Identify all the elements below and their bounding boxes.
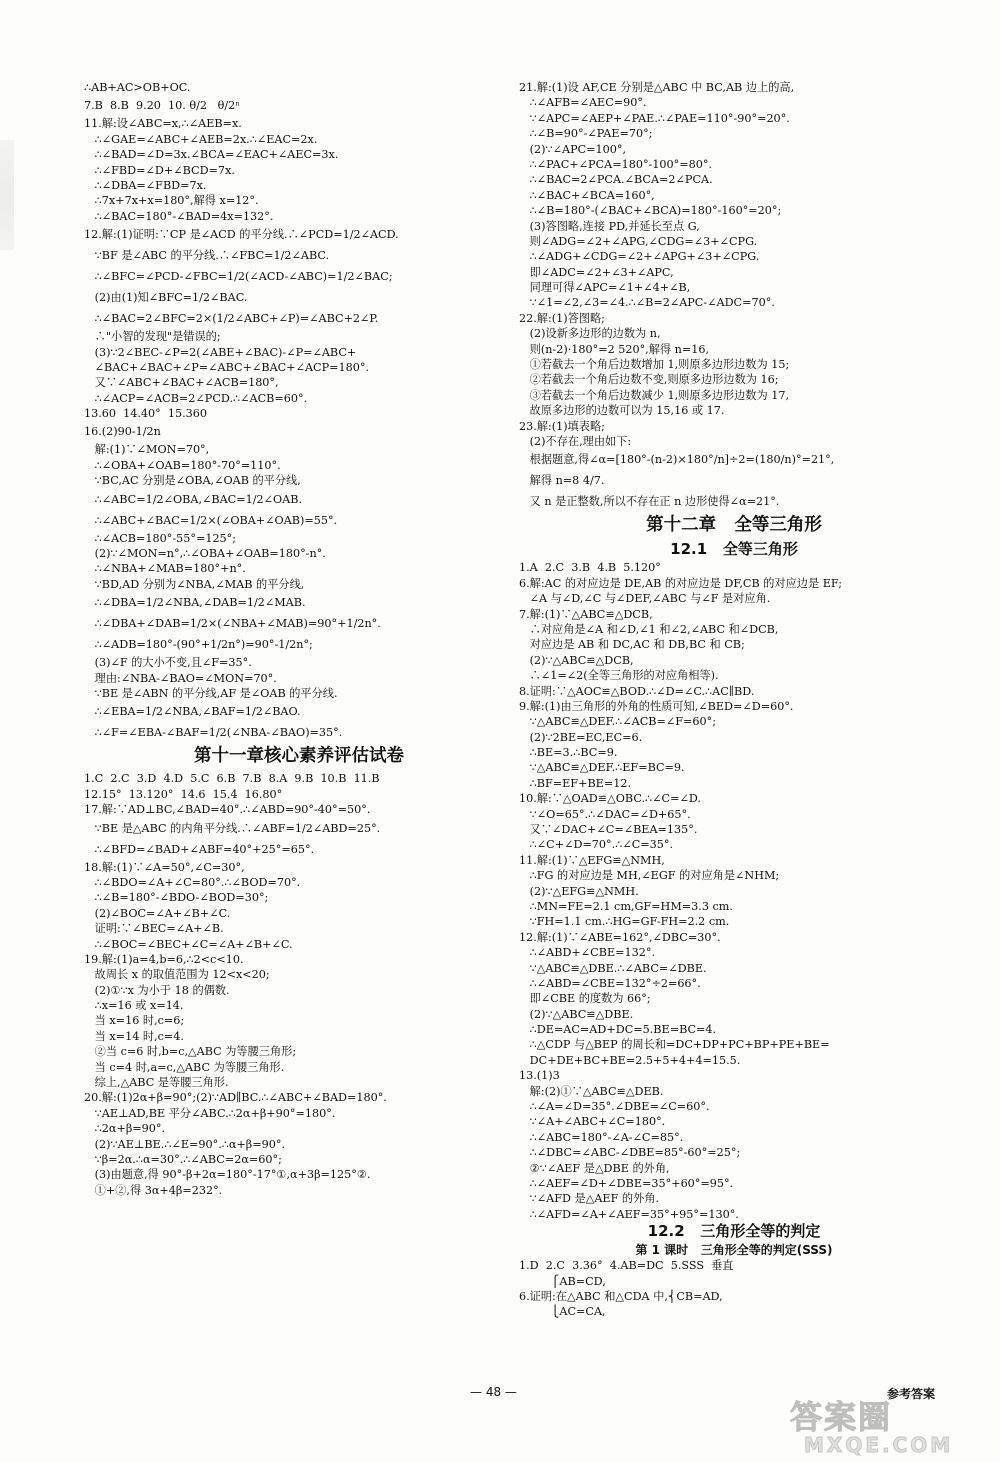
answer-line: ②若截去一个角后边数不变,则原多边形边数为 16; (519, 373, 779, 387)
answer-line: (2)由(1)知∠BFC=1/2∠BAC. (84, 291, 248, 305)
answer-line: ∠BAC+∠BAC+∠P=∠ABC+∠BAC+∠ACP=180°. (84, 360, 370, 374)
answer-line: 12.15° 13.120° 14.6 15.4 16.80° (84, 787, 283, 801)
answer-line: ∴FG 的对应边是 MH,∠EGF 的对应角是∠NHM; (519, 869, 780, 883)
answer-line: 12.解:(1)证明:∵CP 是∠ACD 的平分线.∴∠PCD=1/2∠ACD. (84, 228, 399, 242)
answer-line: ∴∠FBD=∠D+∠BCD=7x. (84, 163, 235, 177)
answer-line: 1.A 2.C 3.B 4.B 5.120° (519, 561, 661, 575)
answer-line: 当 c=4 时,a=c,△ABC 为等腰三角形. (84, 1060, 285, 1074)
answer-line: ∴∠B=90°-∠PAE=70°; (519, 127, 653, 141)
answer-line: 即∠ADC=∠2+∠3+∠APC, (519, 265, 674, 279)
answer-line: (2)①∵x 为小于 18 的偶数. (84, 983, 230, 997)
answer-line: 当 x=14 时,c=4. (84, 1029, 184, 1043)
answer-line: ∵∠AFD 是△AEF 的外角. (519, 1192, 660, 1206)
answer-line: 则∠ADG=∠2+∠APG,∠CDG=∠3+∠CPG. (519, 234, 758, 248)
answer-line: ∴∠1=∠2(全等三角形的对应角相等). (519, 669, 719, 683)
answer-line: ∴∠AEF=∠D+∠DBE=35°+60°=95°. (519, 1177, 734, 1190)
answer-line: ∴∠B=180°-(∠BAC+∠BCA)=180°-160°=20°; (519, 204, 782, 218)
answer-line: 20.解:(1)2α+β=90°;(2)∵AD∥BC.∴∠ABC+∠BAD=180°. (84, 1091, 387, 1105)
answer-line: ∴∠B=180°-∠BDO-∠BOD=30°; (84, 891, 269, 905)
answer-line: ∵△ABC≌△DBE.∴∠ABC=∠DBE. (519, 961, 707, 975)
answer-line: ∴∠ABC+∠BAC=1/2×(∠OBA+∠OAB)=55°. (84, 513, 338, 527)
answer-line: ∴∠NBA+∠MAB=180°+n°. (84, 562, 246, 576)
answer-line: (2)∵△EFG≌△NMH. (519, 884, 639, 898)
answer-line: (2)∵∠MON=n°,∴∠OBA+∠OAB=180°-n°. (84, 547, 326, 561)
answer-line: ∵FH=1.1 cm.∴HG=GF-FH=2.2 cm. (519, 915, 730, 929)
answer-line: 19.解:(1)a=4,b=6,∴2<c<10. (84, 952, 244, 966)
answer-line: ∴∠BDO=∠A+∠C=80°.∴∠BOD=70°. (84, 875, 301, 889)
answer-line: 17.解:∵AD⊥BC,∠BAD=40°.∴∠ABD=90°-40°=50°. (84, 803, 371, 817)
answer-line: ∵∠O=65°.∴∠DAC=∠D+65°. (519, 807, 691, 821)
answer-line: ∴∠PAC+∠PCA=180°-100°=80°. (519, 157, 713, 171)
answer-line: ③若截去一个角后边数减少 1,则原多边形边数为 17, (519, 388, 789, 402)
answer-line: (2)设新多边形的边数为 n, (519, 327, 661, 341)
answer-line: 故周长 x 的取值范围为 12<x<20; (84, 968, 270, 982)
answer-line: 13.60 14.40° 15.360 (84, 407, 208, 421)
answer-line: 18.解:(1)∵∠A=50°,∠C=30°, (84, 860, 245, 874)
answer-line: 对应边是 AB 和 DC,AC 和 DB,BC 和 CB; (519, 638, 745, 652)
answer-line: 则(n-2)·180°=2 520°,解得 n=16, (519, 342, 710, 356)
answer-line: ∴∠BAC=180°-∠BAD=4x=132°. (84, 209, 274, 223)
answer-line: 故原多边形的边数可以为 15,16 或 17. (519, 404, 725, 418)
lesson-1-heading: 第 1 课时 三角形全等的判定(SSS) (635, 1243, 833, 1258)
answer-line: 又 n 是正整数,所以不存在正 n 边形使得∠α=21°. (519, 495, 780, 509)
answer-line: ∵AE⊥AD,BE 平分∠ABC.∴2α+β+90°=180°. (84, 1106, 336, 1120)
watermark-bottom-text: MXQE.COM (804, 1433, 954, 1457)
answer-line: ∵BD,AD 分别为∠NBA,∠MAB 的平分线, (84, 577, 305, 591)
answer-line: 11.解:设∠ABC=x,∴∠AEB=x. (84, 117, 242, 131)
answer-line: 6.解:AC 的对应边是 DE,AB 的对应边是 DF,CB 的对应边是 EF; (519, 576, 843, 590)
answer-line: ∴MN=FE=2.1 cm,GF=HM=3.3 cm. (519, 899, 733, 913)
answer-line: ∴∠BFD=∠BAD+∠ABF=40°+25°=65°. (84, 842, 315, 856)
answer-line: (2)不存在,理由如下: (519, 434, 632, 448)
answer-line: 当 x=16 时,c=6; (84, 1014, 185, 1028)
answer-line: ∵BC,AC 分别是∠OBA,∠OAB 的平分线, (84, 474, 301, 488)
left-answer-block-2 (84, 771, 514, 1198)
answer-line: (2)∵△ABC≌△DCB, (519, 653, 634, 667)
right-answer-block-3 (519, 1258, 949, 1320)
answer-line: ∴∠BFC=∠PCD-∠FBC=1/2(∠ACD-∠ABC)=1/2∠BAC; (84, 270, 393, 284)
answer-line: 综上,△ABC 是等腰三角形. (84, 1076, 229, 1090)
answer-line: 9.解:(1)由三角形的外角的性质可知,∠BED=∠D=60°. (519, 699, 794, 713)
answer-line: 11.解:(1)∵△EFG≌△NMH, (519, 853, 665, 867)
answer-line: ∴∠AFB=∠AEC=90°. (519, 96, 647, 110)
answer-line: ∴∠BAC+∠BCA=160°, (519, 188, 655, 202)
section-12-2-heading: 12.2 三角形全等的判定 (647, 1222, 821, 1241)
answer-line: ∴∠AFD=∠A+∠AEF=35°+95°=130°. (519, 1207, 739, 1221)
answer-line: ∴∠ABC=1/2∠OBA,∠BAC=1/2∠OAB. (84, 492, 303, 506)
answer-line: ∠A 与∠D,∠C 与∠DEF,∠ABC 与∠F 是对应角. (519, 592, 771, 606)
right-column (519, 80, 949, 1320)
answer-line: 7.解:(1)∵△ABC≌△DCB, (519, 607, 653, 621)
answer-line: ∴△CDP 与△BEP 的周长和=DC+DP+PC+BP+PE+BE= (519, 1038, 830, 1052)
chapter-11-test-heading: 第十一章核心素养评估试卷 (194, 746, 404, 767)
answer-line: (2)∵AE⊥BE.∴∠E=90°.∴α+β=90°. (84, 1137, 286, 1151)
answer-line: ①若截去一个角后边数增加 1,则原多边形边数为 15; (519, 358, 790, 372)
answer-line: ∴∠ADB=180°-(90°+1/2n°)=90°-1/2n°; (84, 638, 313, 652)
answer-line: 23.解:(1)填表略; (519, 419, 605, 433)
answer-line: ∴BF=EF+BE=12. (519, 776, 632, 790)
answer-line: ∴∠ABC=180°-∠A-∠C=85°. (519, 1130, 684, 1144)
answer-line: ∴∠DBA=1/2∠NBA,∠DAB=1/2∠MAB. (84, 596, 306, 610)
answer-line: 6.证明:在△ABC 和△CDA 中,⎨CB=AD, (519, 1289, 723, 1303)
answer-line: 10.解:∵△OAD≌△OBC.∴∠C=∠D. (519, 792, 701, 806)
answer-line: (3)答图略,连接 PD,并延长至点 G, (519, 219, 700, 233)
answer-line: ∴∠DBC=∠ABC-∠DBE=85°-60°=25°; (519, 1146, 741, 1160)
watermark-top-text: 答案圈 (790, 1400, 893, 1436)
answer-line: ∴∠BAD=∠D=3x.∠BCA=∠EAC+∠AEC=3x. (84, 148, 339, 162)
answer-line: 又∵∠ABC+∠BAC+∠ACB=180°, (84, 376, 279, 390)
watermark-logo (790, 1400, 990, 1458)
section-12-1-heading: 12.1 全等三角形 (670, 540, 798, 559)
answer-line: 21.解:(1)设 AF,CE 分别是△ABC 中 BC,AB 边上的高, (519, 81, 795, 94)
answer-line: 解得 n=8 4/7. (519, 474, 605, 488)
page-number: — 48 — (470, 1385, 517, 1399)
answer-line: 又∵∠DAC+∠C=∠BEA=135°. (519, 823, 698, 837)
right-answer-block-2 (519, 560, 949, 1222)
left-column (84, 80, 514, 1198)
answer-line: DC+DE+BC+BE=2.5+5+4+4=15.5. (519, 1053, 741, 1067)
answer-line: ∴2α+β=90°. (84, 1122, 166, 1136)
answer-line: (3)∵2∠BEC-∠P=2(∠ABE+∠BAC)-∠P=∠ABC+ (84, 345, 357, 359)
answer-line: ⎩AC=CA, (519, 1305, 606, 1319)
answer-line: 证明:∵∠BEC=∠A+∠B. (84, 922, 224, 936)
answer-line: ⎧AB=CD, (519, 1274, 606, 1288)
answer-line: (2)∵2BE=EC,EC=6. (519, 730, 643, 744)
answer-line: ∵BE 是∠ABN 的平分线,AF 是∠OAB 的平分线. (84, 686, 338, 700)
answer-line: (3)∠F 的大小不变,且∠F=35°. (84, 656, 252, 670)
answer-line: ∴7x+7x+x=180°,解得 x=12°. (84, 194, 259, 208)
answer-line: 13.(1)3 (519, 1069, 560, 1083)
answer-line: ∴∠GAE=∠ABC+∠AEB=2x.∴∠EAC=2x. (84, 132, 318, 146)
answer-line: ∵△ABC≌△DEF.∴∠ACB=∠F=60°; (519, 715, 716, 729)
right-answer-block-1 (519, 80, 949, 512)
answer-line: 理由:∠NBA-∠BAO=∠MON=70°. (84, 671, 277, 685)
answer-line: 解:(2)①∵△ABC≌△DEB. (519, 1084, 664, 1098)
answer-line: ∴∠ACP=∠ACB=2∠PCD.∴∠ACB=60°. (84, 391, 308, 405)
answer-line: 解:(1)∵∠MON=70°, (84, 443, 210, 457)
answer-line: ∵∠1=∠2,∠3=∠4.∴∠B=2∠APC-∠ADC=70°. (519, 296, 775, 310)
answer-line: ∴∠BAC=2∠PCA.∠BCA=2∠PCA. (519, 173, 713, 187)
answer-line: ∴∠ACB=180°-55°=125°; (84, 531, 237, 545)
answer-line: ∵△ABC≌△DEF.∴EF=BC=9. (519, 761, 685, 775)
answer-line: ②当 c=6 时,b=c,△ABC 为等腰三角形; (84, 1045, 297, 1059)
answer-line: 根据题意,得∠α=[180°-(n-2)×180°/n]÷2=(180/n)°=21°, (519, 453, 835, 467)
answer-line: ∵BF 是∠ABC 的平分线.∴∠FBC=1/2∠ABC. (84, 249, 330, 263)
answer-line: (2)∠BOC=∠A+∠B+∠C. (84, 906, 231, 920)
answer-line: ∴∠BOC=∠BEC+∠C=∠A+∠B+∠C. (84, 937, 293, 951)
answer-line: 16.(2)90-1/2n (84, 425, 161, 439)
answer-line: (3)由题意,得 90°-β+2α=180°-17°①,α+3β=125°②. (84, 1168, 371, 1182)
answer-line: 1.C 2.C 3.D 4.D 5.C 6.B 7.B 8.A 9.B 10.B 11.B (84, 772, 380, 786)
page-edge-shadow (0, 140, 14, 250)
answer-line: ∴DE=AC=AD+DC=5.BE=BC=4. (519, 1023, 717, 1037)
section-label: 参考答案 (887, 1387, 936, 1401)
answer-line: ①+②,得 3α+4β=232°. (84, 1183, 223, 1197)
answer-line: 7.B 8.B 9.20 10. θ/2 θ/2ⁿ (84, 99, 241, 113)
answer-line: ∵BE 是△ABC 的内角平分线.∴∠ABF=1/2∠ABD=25°. (84, 821, 381, 835)
answer-line: ∴∠DBA+∠DAB=1/2×(∠NBA+∠MAB)=90°+1/2n°. (84, 617, 381, 631)
left-answer-block-1 (84, 80, 514, 743)
answer-line: ∴∠DBA=∠FBD=7x. (84, 178, 207, 192)
answer-line: ∵β=2α.∴α=30°.∴∠ABC=2α=60°; (84, 1152, 282, 1166)
answer-line: ∵∠A+∠ABC+∠C=180°. (519, 1115, 666, 1129)
answer-line: ∴AB+AC>OB+OC. (84, 81, 191, 94)
answer-line: 22.解:(1)答图略; (519, 311, 605, 325)
answer-line: (2)∵△ABC≌△DBE. (519, 1007, 634, 1021)
answer-line: ∴∠A=∠D=35°.∠DBE=∠C=60°. (519, 1100, 710, 1114)
answer-line: ∴∠EBA=1/2∠NBA,∠BAF=1/2∠BAO. (84, 705, 301, 719)
answer-line: 同理可得∠APC=∠1+∠4+∠B, (519, 281, 691, 295)
answer-line: ∴∠ADG+∠CDG=∠2+∠APG+∠3+∠CPG. (519, 250, 760, 264)
answer-line: 8.证明:∵△AOC≌△BOD.∴∠D=∠C.∴AC∥BD. (519, 684, 755, 698)
answer-line: ∴∠BAC=2∠BFC=2×(1/2∠ABC+∠P)=∠ABC+2∠P. (84, 312, 379, 326)
answer-line: ∵∠APC=∠AEP+∠PAE.∴∠PAE=110°-90°=20°. (519, 111, 790, 125)
answer-line: ∴x=16 或 x=14. (84, 999, 184, 1013)
answer-line: ∴"小智的发现"是错误的; (84, 330, 221, 344)
answer-line: 1.D 2.C 3.36° 4.AB=DC 5.SSS 垂直 (519, 1259, 734, 1273)
answer-line: ②∵∠AEF 是△DBE 的外角, (519, 1161, 670, 1175)
answer-line: ∴∠F=∠EBA-∠BAF=1/2(∠NBA-∠BAO)=35°. (84, 726, 343, 740)
chapter-12-heading: 第十二章 全等三角形 (646, 515, 822, 536)
answer-line: ∴∠ABD+∠CBE=132°. (519, 946, 656, 960)
answer-line: ∴∠ABD=∠CBE=132°÷2=66°. (519, 976, 701, 990)
answer-line: ∴BE=3.∴BC=9. (519, 746, 618, 760)
answer-line: 12.解:(1)∵∠ABE=162°,∠DBC=30°. (519, 930, 721, 944)
answer-line: ∴∠C+∠D=70°.∴∠C=35°. (519, 838, 674, 852)
answer-line: (2)∵∠APC=100°, (519, 142, 627, 156)
answer-line: 即∠CBE 的度数为 66°; (519, 992, 651, 1006)
answer-line: ∴对应角是∠A 和∠D,∠1 和∠2,∠ABC 和∠DCB, (519, 622, 779, 636)
answer-line: ∴∠OBA+∠OAB=180°-70°=110°. (84, 458, 281, 472)
